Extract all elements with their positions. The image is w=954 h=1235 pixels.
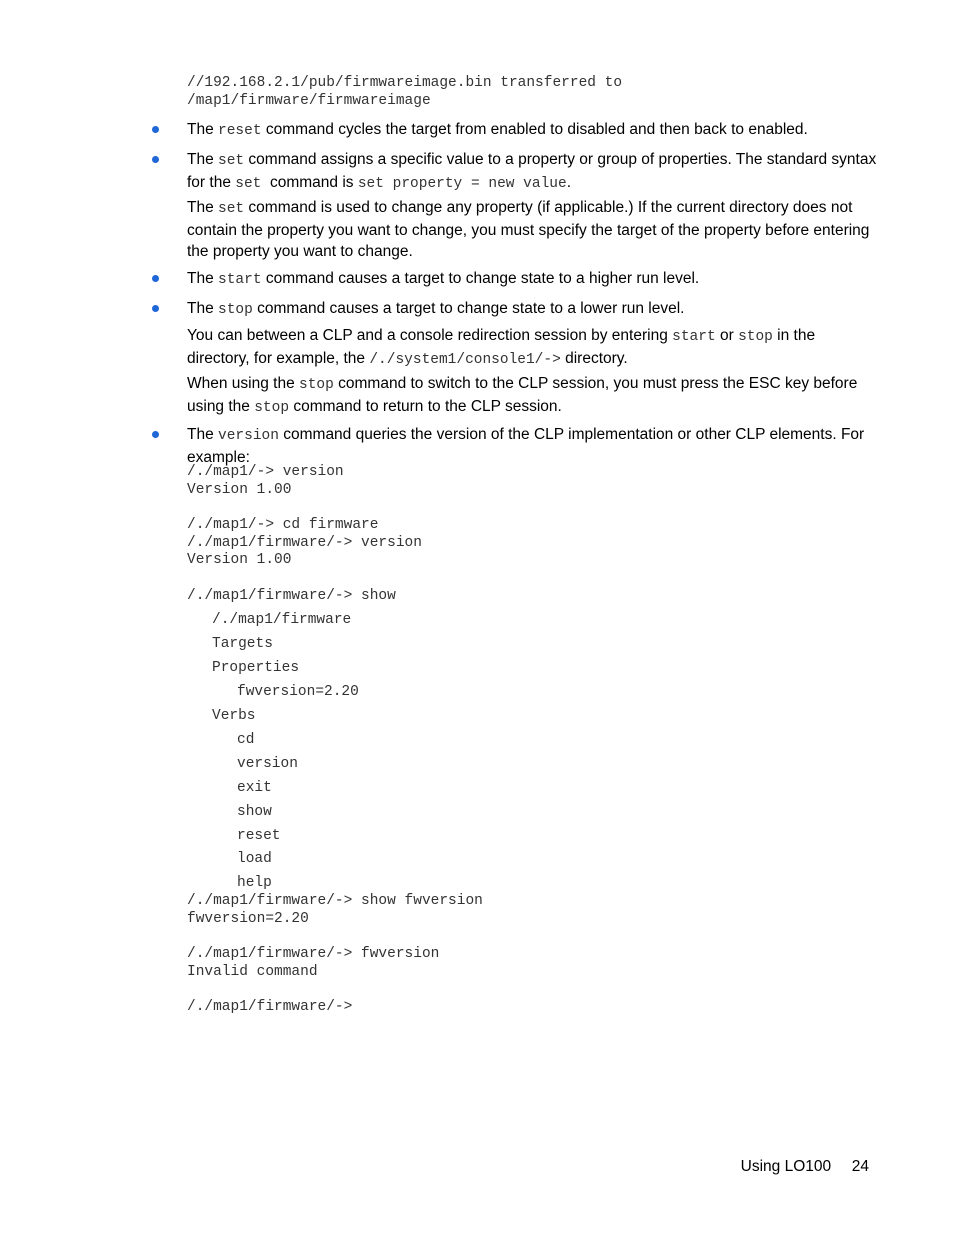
start-command: start (218, 272, 262, 288)
code-line: fwversion=2.20 (187, 911, 309, 927)
footer-section-title: Using LO100 (740, 1158, 832, 1175)
verb-item: exit (237, 780, 272, 796)
bullet-icon (152, 275, 162, 285)
code-line: Targets (212, 636, 273, 652)
start-paragraph: The start command causes a target to change state to a higher run level. (187, 270, 700, 288)
stop-command: stop (254, 400, 290, 416)
code-line: Version 1.00 (187, 482, 292, 498)
bullet-icon (152, 126, 162, 136)
page-footer (741, 1158, 869, 1176)
stop-command: stop (738, 329, 773, 345)
code-line: /./map1/firmware/-> show fwversion (187, 893, 483, 909)
reset-command: reset (218, 123, 262, 139)
code-line: /./map1/-> version (187, 464, 344, 480)
code-line: //192.168.2.1/pub/firmwareimage.bin transferred to (187, 75, 623, 91)
version-command: version (218, 428, 279, 444)
code-line: Invalid command (187, 964, 318, 980)
code-line: /./map1/firmware/-> version (187, 535, 422, 551)
stop-paragraph: The stop command causes a target to change state to a lower run level. (187, 300, 685, 318)
verb-item: version (237, 756, 298, 772)
stop-command: stop (299, 377, 334, 393)
reset-paragraph: The reset command cycles the target from enabled to disabled and then back to enabled. (187, 121, 808, 139)
set-syntax: set property = new value (357, 176, 567, 192)
esc-key-paragraph: When using the stop command to switch to the CLP session, you must press the ESC key before using the stop command to return to the CLP session. (187, 375, 858, 416)
start-command: start (672, 329, 716, 345)
version-paragraph: The version command queries the version of the CLP implementation or other CLP elements. For example: (187, 426, 865, 466)
code-line: /./map1/firmware/-> (187, 999, 353, 1015)
console-redirection-paragraph: You can between a CLP and a console redirection session by entering start or stop in the directory, for example, the /./system1/console1/-> directory. (187, 327, 816, 368)
set-command: set (235, 176, 262, 192)
code-line: Properties (212, 660, 300, 676)
set-detail-paragraph: The set command is used to change any property (if applicable.) If the current directory does not contain the property you want to change, you must specify the target of the property before entering the property you want to change. (187, 199, 870, 260)
code-line: /./map1/firmware/-> show (187, 588, 396, 604)
stop-command: stop (218, 302, 253, 318)
code-line: /map1/firmware/firmwareimage (187, 93, 431, 109)
set-paragraph: The set command assigns a specific value to a property or group of properties. The standard syntax for the set command is set property = new value. (187, 151, 877, 192)
code-line: /./map1/firmware/-> fwversion (187, 946, 440, 962)
code-line: Verbs (212, 708, 256, 724)
verb-item: cd (237, 732, 255, 748)
transfer-output-code (187, 74, 622, 110)
code-line: /./map1/firmware (212, 612, 352, 628)
set-command: set (218, 201, 245, 217)
bullet-icon (152, 305, 162, 315)
verb-item: load (237, 851, 272, 867)
code-line: Version 1.00 (187, 552, 292, 568)
code-line: /./map1/-> cd firmware (187, 517, 379, 533)
verb-item: help (237, 875, 272, 891)
console-directory: /./system1/console1/-> (369, 352, 561, 368)
code-line: fwversion=2.20 (237, 684, 359, 700)
bullet-icon (152, 431, 162, 441)
set-command: set (218, 153, 245, 169)
verb-item: reset (237, 828, 281, 844)
verb-item: show (237, 804, 272, 820)
page-number: 24 (851, 1158, 869, 1175)
bullet-icon (152, 156, 162, 166)
